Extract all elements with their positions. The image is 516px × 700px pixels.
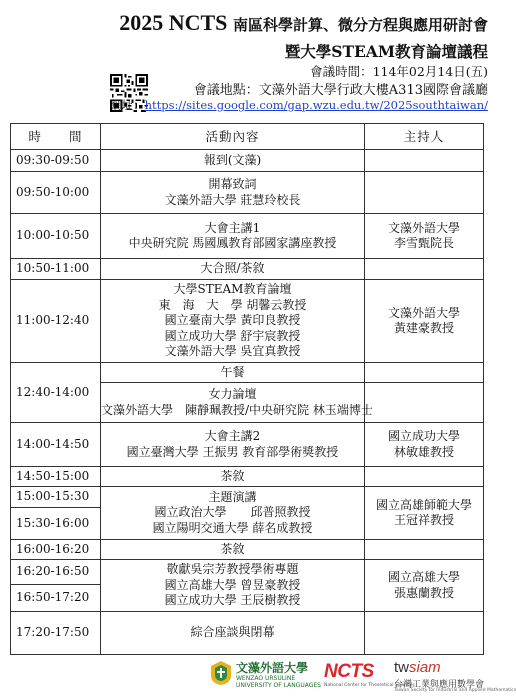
title-main: 南區科學計算、微分方程與應用研討會 xyxy=(232,16,488,34)
content-line: 綜合座談與閉幕 xyxy=(190,625,275,640)
content-line: 大合照/茶敘 xyxy=(200,261,265,276)
host-line: 黃建豪教授 xyxy=(393,321,454,335)
row-host xyxy=(365,259,484,280)
content-line: 茶敘 xyxy=(220,541,245,556)
row-time: 09:50-10:00 xyxy=(11,172,101,214)
footer-logos xyxy=(0,655,516,700)
content-line: 女力論壇 xyxy=(208,387,257,401)
row-host xyxy=(365,467,484,487)
content-line: 午餐 xyxy=(220,364,245,379)
host-line: 國立高雄大學 xyxy=(387,570,460,584)
conference-subtitle: 暨大學STEAM教育論壇議程 xyxy=(284,42,488,61)
wenzao-english-line1: WENZAO URSULINE xyxy=(236,675,296,682)
content-line: 國立陽明交通大學 薛名成教授 xyxy=(152,520,313,535)
website-label: 網址： xyxy=(110,98,145,112)
table-header-row xyxy=(11,124,484,150)
table-row xyxy=(11,560,484,585)
schedule-table xyxy=(10,123,484,655)
row-host xyxy=(365,423,484,467)
tsiam-logo xyxy=(394,659,441,676)
row-host xyxy=(365,540,484,560)
row-content xyxy=(101,172,365,214)
row-host xyxy=(365,172,484,214)
table-row xyxy=(11,172,484,214)
row-host xyxy=(365,280,484,363)
table-row xyxy=(11,214,484,259)
header-content: 活動內容 xyxy=(101,124,365,150)
row-host xyxy=(365,612,484,655)
content-line: 主題演講 xyxy=(208,489,257,504)
content-line: 大會主講2 xyxy=(204,429,261,443)
content-line: 國立政治大學 邱普照教授 xyxy=(154,505,311,520)
row-time: 11:00-12:40 xyxy=(11,280,101,363)
content-line: 文藻外語大學 吳宜真教授 xyxy=(164,344,301,359)
host-line: 國立高雄師範大學 xyxy=(375,497,472,512)
content-line: 大會主講1 xyxy=(204,220,261,235)
row-lunch xyxy=(101,363,365,383)
content-line: 文藻外語大學 陳靜珮教授/中央研究院 林玉端博士 xyxy=(101,402,373,417)
host-line: 文藻外語大學 xyxy=(387,220,460,235)
row-host xyxy=(365,487,484,540)
row-time: 16:00-16:20 xyxy=(11,540,101,560)
header xyxy=(0,0,494,120)
host-line: 張惠蘭教授 xyxy=(393,585,454,600)
row-host xyxy=(365,363,484,383)
row-host xyxy=(365,383,484,423)
conference-title xyxy=(0,10,488,36)
row-time: 17:20-17:50 xyxy=(11,612,101,655)
content-line: 中央研究院 馬國鳳教育部國家講座教授 xyxy=(128,236,337,250)
row-time: 16:50-17:20 xyxy=(11,585,101,612)
host-line: 文藻外語大學 xyxy=(387,305,460,320)
row-time: 14:50-15:00 xyxy=(11,467,101,487)
ncts-logo: NCTS xyxy=(324,661,374,682)
table-row xyxy=(11,259,484,280)
row-time: 10:00-10:50 xyxy=(11,214,101,259)
tsiam-mark: tw xyxy=(394,659,409,676)
row-time: 15:00-15:30 xyxy=(11,487,101,508)
table-row xyxy=(11,423,484,467)
row-host xyxy=(365,150,484,172)
row-content xyxy=(101,467,365,487)
content-line: 國立成功大學 舒宇宸教授 xyxy=(164,328,301,343)
host-line: 國立成功大學 xyxy=(387,429,460,443)
row-content xyxy=(101,280,365,363)
content-line: 敬獻吳宗芳教授學術專題 xyxy=(166,562,299,577)
host-line: 王冠祥教授 xyxy=(393,513,454,527)
title-ncts: 2025 NCTS xyxy=(119,10,228,35)
website-link[interactable]: https://sites.google.com/gap.wzu.edu.tw/2025southtaiwan/ xyxy=(144,98,488,112)
table-row xyxy=(11,467,484,487)
row-content xyxy=(101,423,365,467)
meeting-place: 會議地點：文藻外語大學行政大樓A313國際會議廳 xyxy=(193,83,488,98)
content-line: 茶敘 xyxy=(220,468,245,483)
row-host xyxy=(365,560,484,612)
ncts-subtitle: National Center for Theoretical Sciences xyxy=(324,683,415,688)
content-line: 大學STEAM教育論壇 xyxy=(173,282,292,297)
wenzao-english-line2: UNIVERSITY OF LANGUAGES xyxy=(236,682,321,689)
table-row xyxy=(11,150,484,172)
content-line: 國立臺南大學 黃印良教授 xyxy=(164,313,301,328)
table-row xyxy=(11,612,484,655)
row-content xyxy=(101,612,365,655)
row-content xyxy=(101,214,365,259)
row-time: 14:00-14:50 xyxy=(11,423,101,467)
row-content xyxy=(101,259,365,280)
row-time: 15:30-16:00 xyxy=(11,508,101,540)
header-host: 主持人 xyxy=(365,124,484,150)
header-time: 時 間 xyxy=(11,124,101,150)
tsiam-name: siam xyxy=(409,659,441,676)
row-time: 16:20-16:50 xyxy=(11,560,101,585)
row-time: 12:40-14:00 xyxy=(11,363,101,423)
tsiam-english-name: Taiwan Society for Industrial and Applied Mathematics xyxy=(394,688,516,693)
meeting-time: 會議時間：114年02月14日(五) xyxy=(310,64,488,79)
table-row xyxy=(11,280,484,363)
content-line: 東 海 大 學 胡馨云教授 xyxy=(158,297,307,312)
row-content xyxy=(101,487,365,540)
host-line: 李雪甄院長 xyxy=(393,236,454,250)
row-content xyxy=(101,540,365,560)
table-row xyxy=(11,540,484,560)
website-line xyxy=(110,97,488,113)
table-row xyxy=(11,363,484,383)
host-line: 林敏雄教授 xyxy=(393,444,454,459)
tsiam-chinese-name: 台灣工業與應用數學會 xyxy=(394,680,485,690)
content-line: 報到(文藻) xyxy=(203,152,262,167)
wenzao-logo-icon xyxy=(210,660,232,686)
content-line: 國立高雄大學 曾昱豪教授 xyxy=(164,577,301,592)
row-time: 09:30-09:50 xyxy=(11,150,101,172)
content-line: 文藻外語大學 莊慧玲校長 xyxy=(164,192,301,207)
row-content xyxy=(101,150,365,172)
wenzao-english xyxy=(236,675,321,689)
row-content xyxy=(101,383,373,423)
row-host xyxy=(365,214,484,259)
row-time: 10:50-11:00 xyxy=(11,259,101,280)
content-line: 國立臺灣大學 王振男 教育部學術獎教授 xyxy=(126,444,339,459)
row-content xyxy=(101,560,365,612)
content-line: 國立成功大學 王辰樹教授 xyxy=(164,593,301,608)
table-row xyxy=(11,487,484,508)
wenzao-name: 文藻外語大學 xyxy=(236,661,309,675)
content-line: 開幕致詞 xyxy=(208,177,257,191)
